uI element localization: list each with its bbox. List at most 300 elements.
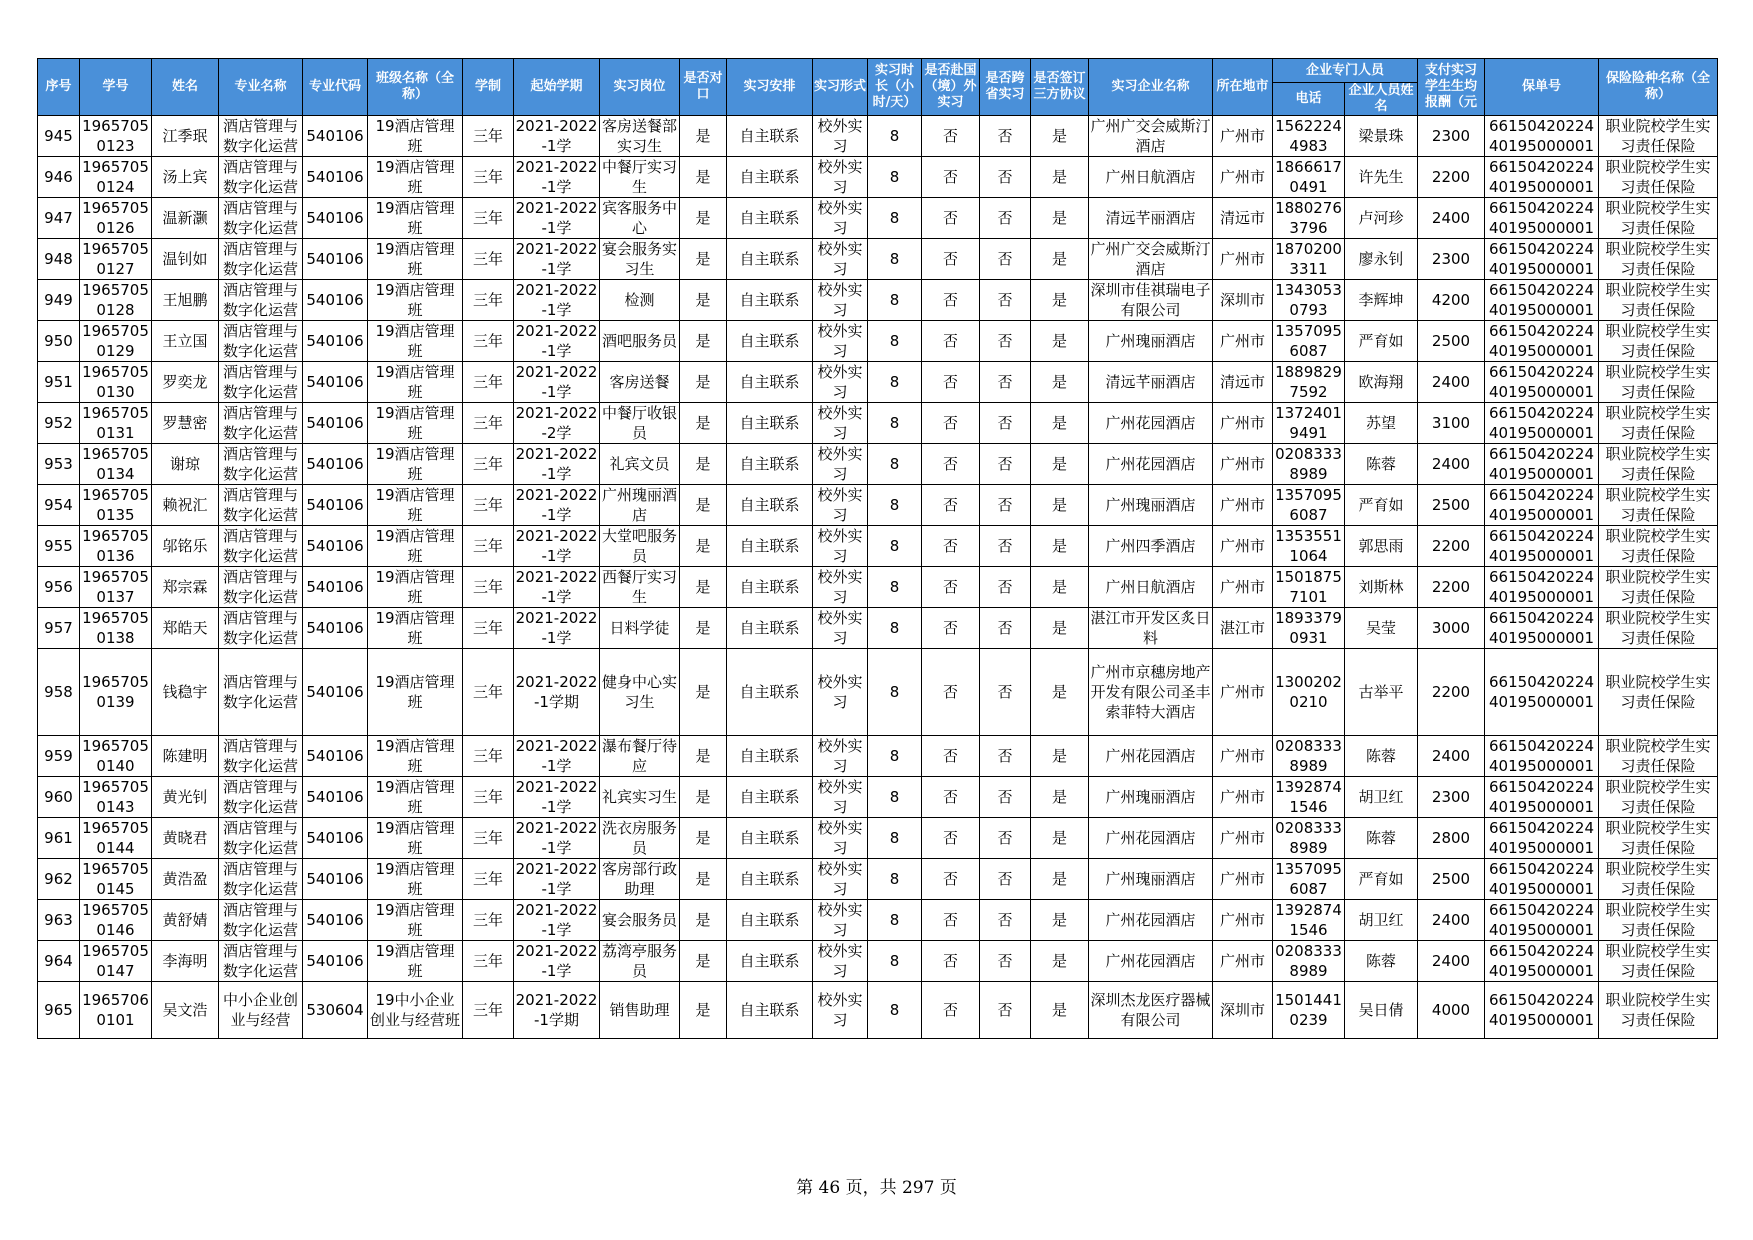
class-name-cell-text: 19酒店管理班: [375, 240, 455, 278]
company-cell: [1089, 321, 1213, 362]
name-cell: [152, 900, 219, 941]
phone-cell: [1273, 280, 1345, 321]
duration-cell: [463, 941, 514, 982]
student-id-cell: [80, 116, 152, 157]
city-cell: [1213, 157, 1273, 198]
abroad-cell: [922, 941, 980, 982]
position-cell: [600, 736, 680, 777]
tripartite-cell: [1031, 567, 1089, 608]
position-cell-text: 西餐厅实习生: [601, 568, 677, 606]
company-cell: [1089, 649, 1213, 736]
policy-no-cell: [1485, 736, 1599, 777]
insurance-cell: [1599, 941, 1718, 982]
abroad-cell: [922, 982, 980, 1039]
tripartite-cell-text: 是: [1051, 209, 1067, 227]
phone-cell-text: 15014410239: [1275, 991, 1342, 1029]
insurance-cell-text: 职业院校学生实习责任保险: [1605, 322, 1711, 360]
matched-cell-text: 是: [695, 952, 711, 970]
position-cell: [600, 526, 680, 567]
position-cell-text: 中餐厅实习生: [601, 158, 677, 196]
abroad-cell-text: 否: [942, 788, 958, 806]
company-cell: [1089, 239, 1213, 280]
tripartite-cell: [1031, 818, 1089, 859]
student-id-cell-text: 19657050127: [82, 240, 149, 278]
city-cell-text: 广州市: [1219, 870, 1265, 888]
cross-province-cell-text: 否: [997, 332, 1013, 350]
phone-cell-text: 18933790931: [1275, 609, 1342, 647]
arrangement-cell-text: 自主联系: [739, 496, 800, 514]
arrangement-cell: [727, 941, 813, 982]
pay-cell-text: 2200: [1431, 537, 1471, 555]
col-matched: 是否对口: [680, 59, 727, 116]
company-cell: [1089, 736, 1213, 777]
policy-no-cell-text: 6615042022440195000001: [1489, 322, 1594, 360]
phone-cell: [1273, 444, 1345, 485]
policy-no-cell-text: 6615042022440195000001: [1489, 281, 1594, 319]
form-cell-text: 校外实习: [817, 527, 863, 565]
staff-name-cell: [1345, 403, 1418, 444]
student-id-cell-text: 19657050135: [82, 486, 149, 524]
policy-no-cell: [1485, 526, 1599, 567]
start-term-cell: [514, 321, 600, 362]
major-cell-text: 酒店管理与数字化运营: [222, 778, 298, 816]
tripartite-cell-text: 是: [1051, 496, 1067, 514]
table-row: [38, 239, 1718, 280]
class-name-cell: [368, 321, 463, 362]
insurance-cell-text: 职业院校学生实习责任保险: [1605, 860, 1711, 898]
student-id-cell-text: 19657050128: [82, 281, 149, 319]
student-id-cell: [80, 736, 152, 777]
staff-name-cell-text: 苏望: [1366, 414, 1397, 432]
student-id-cell-text: 19657060101: [82, 991, 149, 1029]
seq-cell-text: 949: [44, 291, 73, 309]
company-cell: [1089, 116, 1213, 157]
name-cell: [152, 239, 219, 280]
class-name-cell-text: 19酒店管理班: [375, 609, 455, 647]
start-term-cell-text: 2021-2022-1学: [515, 158, 598, 196]
matched-cell: [680, 526, 727, 567]
hours-cell-text: 8: [889, 683, 900, 701]
cross-province-cell-text: 否: [997, 870, 1013, 888]
policy-no-cell-text: 6615042022440195000001: [1489, 609, 1594, 647]
class-name-cell: [368, 403, 463, 444]
arrangement-cell-text: 自主联系: [739, 788, 800, 806]
name-cell-text: 罗慧密: [162, 414, 208, 432]
hours-cell-text: 8: [889, 250, 900, 268]
position-cell: [600, 485, 680, 526]
cross-province-cell-text: 否: [997, 829, 1013, 847]
matched-cell: [680, 900, 727, 941]
pay-cell: [1418, 362, 1485, 403]
company-cell: [1089, 280, 1213, 321]
student-id-cell: [80, 941, 152, 982]
form-cell-text: 校外实习: [817, 281, 863, 319]
cross-province-cell-text: 否: [997, 496, 1013, 514]
staff-name-cell: [1345, 818, 1418, 859]
staff-name-cell-text: 吴日倩: [1358, 1001, 1404, 1019]
cross-province-cell-text: 否: [997, 291, 1013, 309]
tripartite-cell: [1031, 941, 1089, 982]
name-cell: [152, 403, 219, 444]
duration-cell: [463, 157, 514, 198]
company-cell: [1089, 526, 1213, 567]
start-term-cell-text: 2021-2022-1学期: [515, 673, 598, 711]
seq-cell: [38, 818, 80, 859]
city-cell-text: 广州市: [1219, 578, 1265, 596]
abroad-cell-text: 否: [942, 127, 958, 145]
major-cell-text: 酒店管理与数字化运营: [222, 901, 298, 939]
pay-cell-text: 2500: [1431, 496, 1471, 514]
major-code-cell: [303, 198, 368, 239]
arrangement-cell: [727, 403, 813, 444]
policy-no-cell: [1485, 403, 1599, 444]
major-code-cell-text: 540106: [306, 683, 364, 701]
table-row: [38, 567, 1718, 608]
class-name-cell: [368, 116, 463, 157]
matched-cell: [680, 649, 727, 736]
position-cell-text: 礼宾实习生: [601, 788, 677, 806]
seq-cell-text: 965: [44, 1001, 73, 1019]
cross-province-cell: [980, 526, 1031, 567]
duration-cell-text: 三年: [472, 414, 503, 432]
table-row: [38, 198, 1718, 239]
position-cell-text: 广州瑰丽酒店: [601, 486, 677, 524]
policy-no-cell-text: 6615042022440195000001: [1489, 991, 1594, 1029]
matched-cell-text: 是: [695, 788, 711, 806]
company-cell-text: 广州日航酒店: [1105, 578, 1196, 596]
company-cell: [1089, 982, 1213, 1039]
start-term-cell: [514, 444, 600, 485]
class-name-cell: [368, 941, 463, 982]
matched-cell: [680, 818, 727, 859]
name-cell: [152, 444, 219, 485]
name-cell: [152, 116, 219, 157]
duration-cell: [463, 526, 514, 567]
major-cell-text: 酒店管理与数字化运营: [222, 404, 298, 442]
insurance-cell: [1599, 198, 1718, 239]
insurance-cell-text: 职业院校学生实习责任保险: [1605, 486, 1711, 524]
major-cell-text: 酒店管理与数字化运营: [222, 737, 298, 775]
col-phone: 电话: [1273, 83, 1345, 116]
start-term-cell: [514, 818, 600, 859]
phone-cell-text: 02083338989: [1275, 737, 1342, 775]
start-term-cell: [514, 777, 600, 818]
student-id-cell: [80, 239, 152, 280]
form-cell-text: 校外实习: [817, 486, 863, 524]
duration-cell-text: 三年: [472, 291, 503, 309]
duration-cell-text: 三年: [472, 952, 503, 970]
staff-name-cell: [1345, 198, 1418, 239]
abroad-cell-text: 否: [942, 829, 958, 847]
col-company: 实习企业名称: [1089, 59, 1213, 116]
phone-cell-text: 13535511064: [1275, 527, 1342, 565]
seq-cell-text: 955: [44, 537, 73, 555]
staff-name-cell: [1345, 859, 1418, 900]
insurance-cell: [1599, 403, 1718, 444]
major-code-cell: [303, 982, 368, 1039]
insurance-cell: [1599, 818, 1718, 859]
name-cell-text: 邬铭乐: [162, 537, 208, 555]
phone-cell: [1273, 362, 1345, 403]
policy-no-cell-text: 6615042022440195000001: [1489, 486, 1594, 524]
major-code-cell: [303, 362, 368, 403]
cross-province-cell: [980, 116, 1031, 157]
pay-cell-text: 2400: [1431, 373, 1471, 391]
start-term-cell: [514, 239, 600, 280]
major-code-cell-text: 540106: [306, 537, 364, 555]
position-cell-text: 客房送餐部实习生: [601, 117, 677, 155]
insurance-cell-text: 职业院校学生实习责任保险: [1605, 609, 1711, 647]
major-cell: [219, 608, 303, 649]
arrangement-cell: [727, 116, 813, 157]
start-term-cell: [514, 198, 600, 239]
matched-cell-text: 是: [695, 291, 711, 309]
seq-cell: [38, 280, 80, 321]
duration-cell: [463, 116, 514, 157]
major-cell: [219, 859, 303, 900]
company-cell-text: 深圳杰龙医疗器械有限公司: [1090, 991, 1211, 1029]
duration-cell-text: 三年: [472, 373, 503, 391]
matched-cell-text: 是: [695, 496, 711, 514]
seq-cell-text: 961: [44, 829, 73, 847]
major-cell-text: 酒店管理与数字化运营: [222, 568, 298, 606]
pay-cell: [1418, 736, 1485, 777]
hours-cell: [868, 777, 922, 818]
major-cell: [219, 777, 303, 818]
cross-province-cell-text: 否: [997, 414, 1013, 432]
abroad-cell-text: 否: [942, 578, 958, 596]
student-id-cell-text: 19657050136: [82, 527, 149, 565]
arrangement-cell: [727, 982, 813, 1039]
insurance-cell-text: 职业院校学生实习责任保险: [1605, 404, 1711, 442]
major-cell-text: 酒店管理与数字化运营: [222, 117, 298, 155]
form-cell-text: 校外实习: [817, 737, 863, 775]
arrangement-cell: [727, 485, 813, 526]
phone-cell-text: 15018757101: [1275, 568, 1342, 606]
position-cell: [600, 280, 680, 321]
cross-province-cell: [980, 280, 1031, 321]
form-cell-text: 校外实习: [817, 860, 863, 898]
seq-cell: [38, 649, 80, 736]
student-id-cell: [80, 900, 152, 941]
hours-cell-text: 8: [889, 291, 900, 309]
staff-name-cell: [1345, 280, 1418, 321]
name-cell: [152, 859, 219, 900]
cross-province-cell-text: 否: [997, 250, 1013, 268]
major-cell-text: 酒店管理与数字化运营: [222, 673, 298, 711]
start-term-cell-text: 2021-2022-1学: [515, 240, 598, 278]
policy-no-cell: [1485, 362, 1599, 403]
arrangement-cell: [727, 567, 813, 608]
company-cell-text: 广州花园酒店: [1105, 455, 1196, 473]
insurance-cell: [1599, 280, 1718, 321]
class-name-cell-text: 19酒店管理班: [375, 117, 455, 155]
tripartite-cell-text: 是: [1051, 414, 1067, 432]
hours-cell: [868, 982, 922, 1039]
cross-province-cell: [980, 157, 1031, 198]
class-name-cell-text: 19酒店管理班: [375, 199, 455, 237]
city-cell: [1213, 941, 1273, 982]
staff-name-cell-text: 廖永钊: [1358, 250, 1404, 268]
class-name-cell-text: 19酒店管理班: [375, 445, 455, 483]
position-cell-text: 中餐厅收银员: [601, 404, 677, 442]
duration-cell-text: 三年: [472, 911, 503, 929]
company-cell-text: 湛江市开发区炙日料: [1090, 609, 1211, 647]
duration-cell-text: 三年: [472, 127, 503, 145]
hours-cell-text: 8: [889, 455, 900, 473]
col-major: 专业名称: [219, 59, 303, 116]
position-cell: [600, 567, 680, 608]
hours-cell: [868, 526, 922, 567]
tripartite-cell: [1031, 982, 1089, 1039]
policy-no-cell-text: 6615042022440195000001: [1489, 568, 1594, 606]
insurance-cell: [1599, 736, 1718, 777]
pay-cell: [1418, 403, 1485, 444]
form-cell-text: 校外实习: [817, 609, 863, 647]
pay-cell: [1418, 444, 1485, 485]
name-cell: [152, 941, 219, 982]
position-cell: [600, 859, 680, 900]
abroad-cell-text: 否: [942, 537, 958, 555]
class-name-cell: [368, 608, 463, 649]
cross-province-cell: [980, 900, 1031, 941]
position-cell-text: 洗衣房服务员: [601, 819, 677, 857]
duration-cell: [463, 649, 514, 736]
city-cell-text: 广州市: [1219, 168, 1265, 186]
staff-name-cell: [1345, 444, 1418, 485]
position-cell: [600, 941, 680, 982]
duration-cell-text: 三年: [472, 455, 503, 473]
staff-name-cell-text: 吴莹: [1366, 619, 1397, 637]
pay-cell: [1418, 608, 1485, 649]
major-cell: [219, 362, 303, 403]
major-code-cell-text: 540106: [306, 168, 364, 186]
pay-cell-text: 2400: [1431, 455, 1471, 473]
staff-name-cell-text: 欧海翔: [1358, 373, 1404, 391]
phone-cell: [1273, 859, 1345, 900]
name-cell-text: 汤上宾: [162, 168, 208, 186]
col-abroad: 是否赴国（境）外实习: [922, 59, 980, 116]
policy-no-cell-text: 6615042022440195000001: [1489, 819, 1594, 857]
city-cell-text: 广州市: [1219, 747, 1265, 765]
start-term-cell: [514, 362, 600, 403]
pay-cell-text: 2400: [1431, 911, 1471, 929]
form-cell: [813, 900, 868, 941]
class-name-cell-text: 19酒店管理班: [375, 363, 455, 401]
seq-cell: [38, 777, 80, 818]
tripartite-cell: [1031, 239, 1089, 280]
table-row: [38, 649, 1718, 736]
major-cell: [219, 157, 303, 198]
seq-cell-text: 962: [44, 870, 73, 888]
duration-cell-text: 三年: [472, 1001, 503, 1019]
seq-cell: [38, 736, 80, 777]
student-id-cell: [80, 403, 152, 444]
name-cell-text: 王立国: [162, 332, 208, 350]
name-cell-text: 江季珉: [162, 127, 208, 145]
start-term-cell-text: 2021-2022-1学: [515, 527, 598, 565]
hours-cell: [868, 239, 922, 280]
seq-cell-text: 950: [44, 332, 73, 350]
major-code-cell: [303, 280, 368, 321]
city-cell: [1213, 736, 1273, 777]
arrangement-cell-text: 自主联系: [739, 829, 800, 847]
major-cell: [219, 485, 303, 526]
city-cell: [1213, 321, 1273, 362]
cross-province-cell: [980, 608, 1031, 649]
arrangement-cell: [727, 526, 813, 567]
class-name-cell: [368, 485, 463, 526]
abroad-cell-text: 否: [942, 870, 958, 888]
abroad-cell-text: 否: [942, 619, 958, 637]
tripartite-cell: [1031, 649, 1089, 736]
pay-cell-text: 2200: [1431, 578, 1471, 596]
matched-cell-text: 是: [695, 250, 711, 268]
col-student-id: 学号: [80, 59, 152, 116]
start-term-cell-text: 2021-2022-1学: [515, 778, 598, 816]
city-cell-text: 广州市: [1219, 829, 1265, 847]
abroad-cell: [922, 649, 980, 736]
name-cell-text: 王旭鹏: [162, 291, 208, 309]
hours-cell: [868, 818, 922, 859]
staff-name-cell: [1345, 777, 1418, 818]
table-row: [38, 608, 1718, 649]
staff-name-cell-text: 严育如: [1358, 332, 1404, 350]
cross-province-cell: [980, 321, 1031, 362]
student-id-cell: [80, 567, 152, 608]
student-id-cell: [80, 649, 152, 736]
seq-cell-text: 956: [44, 578, 73, 596]
matched-cell-text: 是: [695, 127, 711, 145]
major-code-cell: [303, 157, 368, 198]
student-id-cell-text: 19657050143: [82, 778, 149, 816]
hours-cell-text: 8: [889, 168, 900, 186]
table-row: [38, 900, 1718, 941]
form-cell: [813, 777, 868, 818]
policy-no-cell: [1485, 859, 1599, 900]
major-code-cell: [303, 526, 368, 567]
duration-cell: [463, 567, 514, 608]
major-code-cell-text: 540106: [306, 250, 364, 268]
hours-cell-text: 8: [889, 829, 900, 847]
col-form: 实习形式: [813, 59, 868, 116]
seq-cell: [38, 239, 80, 280]
matched-cell-text: 是: [695, 373, 711, 391]
phone-cell-text: 18702003311: [1275, 240, 1342, 278]
company-cell-text: 广州花园酒店: [1105, 911, 1196, 929]
insurance-cell: [1599, 526, 1718, 567]
phone-cell: [1273, 982, 1345, 1039]
major-code-cell: [303, 736, 368, 777]
name-cell-text: 郑宗霖: [162, 578, 208, 596]
table-row: [38, 736, 1718, 777]
abroad-cell: [922, 485, 980, 526]
start-term-cell-text: 2021-2022-1学: [515, 942, 598, 980]
class-name-cell: [368, 157, 463, 198]
major-code-cell: [303, 777, 368, 818]
city-cell: [1213, 608, 1273, 649]
seq-cell: [38, 941, 80, 982]
start-term-cell-text: 2021-2022-1学: [515, 445, 598, 483]
col-seq: 序号: [38, 59, 80, 116]
insurance-cell: [1599, 485, 1718, 526]
class-name-cell: [368, 362, 463, 403]
city-cell-text: 湛江市: [1219, 619, 1265, 637]
seq-cell: [38, 900, 80, 941]
major-code-cell-text: 540106: [306, 952, 364, 970]
matched-cell: [680, 157, 727, 198]
student-id-cell-text: 19657050147: [82, 942, 149, 980]
